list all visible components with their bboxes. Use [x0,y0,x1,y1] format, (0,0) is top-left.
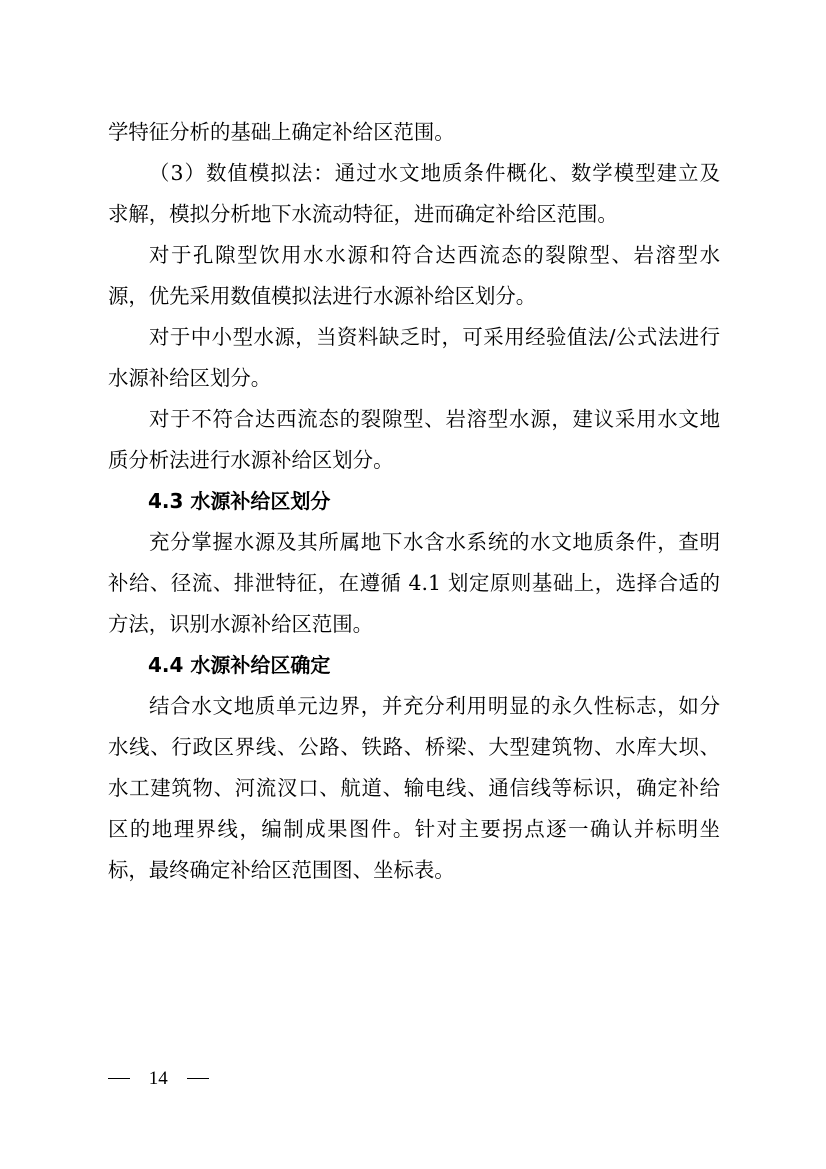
paragraph-line: 求解，模拟分析地下水流动特征，进而确定补给区范围。 [108,202,618,226]
paragraph-line: 对于中小型水源，当资料缺乏时，可采用经验值法/公式法进行 [149,325,720,349]
footer-dash-right [187,1078,209,1079]
paragraph-line: 结合水文地质单元边界，并充分利用明显的永久性标志，如分 [149,694,720,718]
page-footer [108,1064,209,1094]
paragraph-line: 标，最终确定补给区范围图、坐标表。 [108,858,455,882]
section-heading: 4.3 水源补给区划分 [148,489,331,513]
paragraph-line: 源，优先采用数值模拟法进行水源补给区划分。 [108,284,537,308]
paragraph-line: 区的地理界线，编制成果图件。针对主要拐点逐一确认并标明坐 [108,817,720,841]
paragraph-line: 水工建筑物、河流汊口、航道、输电线、通信线等标识，确定补给 [108,776,720,800]
paragraph-line: 质分析法进行水源补给区划分。 [108,448,394,472]
paragraph-line: （3）数值模拟法：通过水文地质条件概化、数学模型建立及 [149,161,720,185]
paragraph-line: 对于不符合达西流态的裂隙型、岩溶型水源，建议采用水文地 [149,407,720,431]
document-body [108,112,720,891]
paragraph-line: 充分掌握水源及其所属地下水含水系统的水文地质条件，查明 [149,530,720,554]
footer-dash-left [108,1078,130,1079]
page-number: 14 [148,1068,168,1089]
paragraph-line: 对于孔隙型饮用水水源和符合达西流态的裂隙型、岩溶型水 [149,243,720,267]
paragraph-line: 补给、径流、排泄特征，在遵循 4.1 划定原则基础上，选择合适的 [108,571,720,595]
paragraph-line: 水线、行政区界线、公路、铁路、桥梁、大型建筑物、水库大坝、 [108,735,720,759]
paragraph-line: 学特征分析的基础上确定补给区范围。 [108,120,455,144]
section-heading: 4.4 水源补给区确定 [148,653,331,677]
paragraph-line: 方法，识别水源补给区范围。 [108,612,374,636]
paragraph-line: 水源补给区划分。 [108,366,272,390]
